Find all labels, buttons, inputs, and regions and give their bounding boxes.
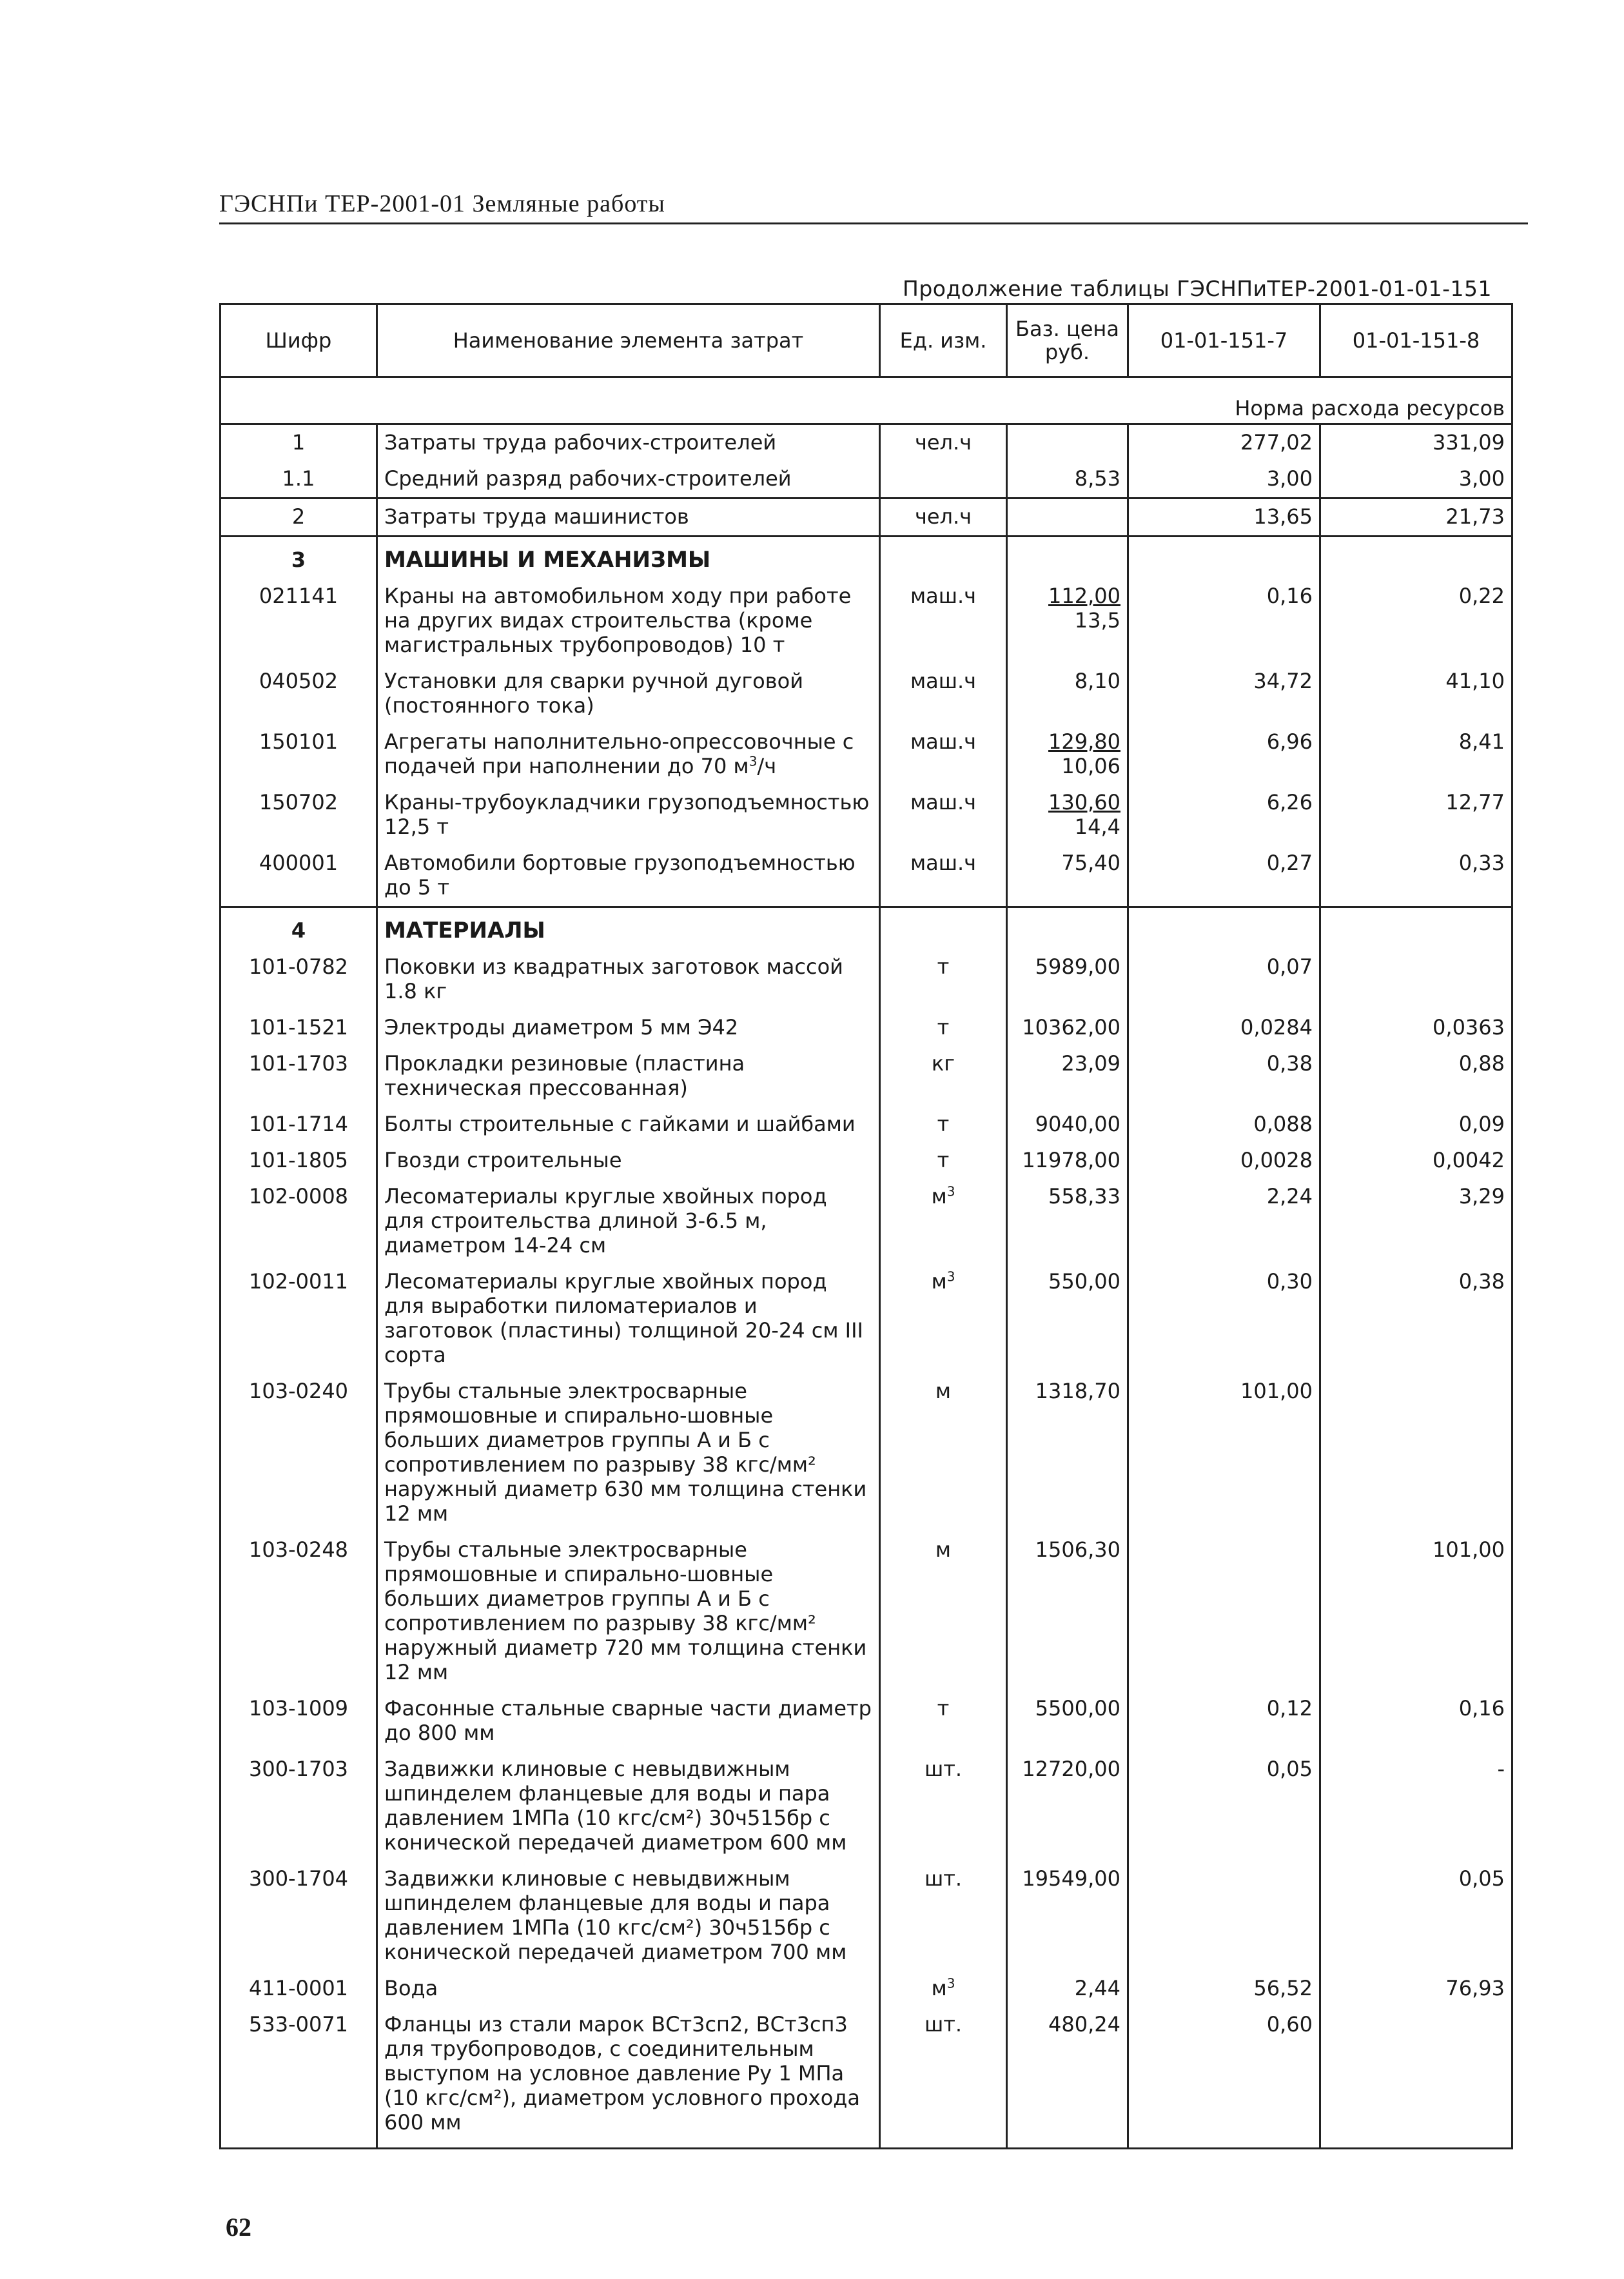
cell-unit-text: т (937, 954, 950, 979)
cell-code: 103-1009 (220, 1691, 377, 1751)
material-row (220, 1143, 1512, 1179)
material-row (220, 949, 1512, 1010)
machine-row (220, 785, 1512, 845)
cell-name (377, 785, 880, 845)
cell-name: Вода (377, 1971, 880, 2007)
cell-name: Болты строительные с гайками и шайбами (377, 1107, 880, 1143)
cell-name: Трубы стальные электросварные прямошовные и спирально-шовные больших диаметров группы А и Б с сопротивлением по разрыву 38 кгс/мм² наружный диаметр 720 мм толщина стенки 12 мм (377, 1532, 880, 1691)
norm-label: Норма расхода ресурсов (1128, 377, 1512, 424)
cell-col-a: 2,24 (1128, 1179, 1320, 1264)
cell-col-b: 0,0363 (1320, 1010, 1512, 1046)
cell-price: 23,09 (1007, 1046, 1128, 1107)
cell-unit-text: т (937, 1148, 950, 1172)
cell-price: 1506,30 (1007, 1532, 1128, 1691)
table-caption: Продолжение таблицы ГЭСНПиТЕР-2001-01-01-151 (903, 276, 1492, 301)
cell-unit (880, 1010, 1007, 1046)
cell-price-value: 129,80 (1048, 729, 1120, 754)
cell-col-a: 0,0284 (1128, 1010, 1320, 1046)
cell-col-b: 0,33 (1320, 845, 1512, 907)
cell-unit (880, 2007, 1007, 2149)
cell-code: 102-0011 (220, 1264, 377, 1374)
cell-price-value: 8,10 (1074, 669, 1120, 693)
cell-name (377, 664, 880, 724)
material-row (220, 1179, 1512, 1264)
cell-col-b: 0,38 (1320, 1264, 1512, 1374)
cell-name: Фланцы из стали марок ВСт3сп2, ВСт3сп3 для трубопроводов, с соединительным выступом на условное давление Ру 1 МПа (10 кгс/см²), диаметром условного прохода 600 мм (377, 2007, 880, 2149)
cell-name-tail: /ч (757, 754, 777, 778)
cell-price (1007, 785, 1128, 845)
cell-col-a: 3,00 (1128, 461, 1320, 498)
cell-name: Фасонные стальные сварные части диаметр до 800 мм (377, 1691, 880, 1751)
cell-price: 8,53 (1007, 461, 1128, 498)
cell-unit-text: шт. (924, 1866, 963, 1891)
material-row (220, 1691, 1512, 1751)
cell-price: 5500,00 (1007, 1691, 1128, 1751)
cell-price: 558,33 (1007, 1179, 1128, 1264)
cell-name: Прокладки резиновые (пластина техническая прессованная) (377, 1046, 880, 1107)
cell-unit-text: кг (931, 1051, 955, 1076)
cell-name: Лесоматериалы круглые хвойных пород для выработки пиломатериалов и заготовок (пластины) толщиной 20-24 см III сорта (377, 1264, 880, 1374)
cell-code: 400001 (220, 845, 377, 907)
cell-name: Трубы стальные электросварные прямошовные и спирально-шовные больших диаметров группы А и Б с сопротивлением по разрыву 38 кгс/мм² наружный диаметр 630 мм толщина стенки 12 мм (377, 1374, 880, 1532)
header-unit: Ед. изм. (880, 304, 1007, 377)
cell-unit-text: шт. (924, 2012, 963, 2037)
cell-unit (880, 949, 1007, 1010)
machine-row (220, 664, 1512, 724)
cell-unit (880, 1691, 1007, 1751)
material-row (220, 1751, 1512, 1861)
cell-code: 300-1703 (220, 1751, 377, 1861)
cell-unit (880, 1751, 1007, 1861)
cell-unit-text: шт. (924, 1757, 963, 1781)
cell-unit (880, 1374, 1007, 1532)
empty-cell (1007, 907, 1128, 950)
header-price (1007, 304, 1128, 377)
cell-name: Поковки из квадратных заготовок массой 1.8 кг (377, 949, 880, 1010)
cell-col-b: 12,77 (1320, 785, 1512, 845)
cell-price-sub: 14,4 (1074, 814, 1120, 839)
cell-unit: маш.ч (880, 664, 1007, 724)
cell-col-a: 0,60 (1128, 2007, 1320, 2149)
cell-code: 101-1521 (220, 1010, 377, 1046)
cell-col-b: 8,41 (1320, 724, 1512, 785)
cell-unit (880, 461, 1007, 498)
cell-unit-text: м (935, 1537, 952, 1562)
cell-unit (880, 1861, 1007, 1971)
cell-price-value: 112,00 (1048, 584, 1120, 608)
cell-code: 300-1704 (220, 1861, 377, 1971)
labor-row (220, 461, 1512, 498)
cell-unit-text: м (931, 1269, 947, 1294)
material-row (220, 2007, 1512, 2149)
cell-col-a (1128, 1861, 1320, 1971)
cell-price: 19549,00 (1007, 1861, 1128, 1971)
cell-name: Лесоматериалы круглые хвойных пород для строительства длиной 3-6.5 м, диаметром 14-24 см (377, 1179, 880, 1264)
cell-col-b: - (1320, 1751, 1512, 1861)
empty-cell (1128, 537, 1320, 579)
cell-code: 2 (220, 498, 377, 537)
section-title: МАТЕРИАЛЫ (377, 907, 880, 950)
page-number: 62 (226, 2213, 251, 2242)
machine-row (220, 845, 1512, 907)
cell-col-b: 76,93 (1320, 1971, 1512, 2007)
material-row (220, 1107, 1512, 1143)
cell-col-b: 3,00 (1320, 461, 1512, 498)
cell-code: 150101 (220, 724, 377, 785)
cell-unit (880, 1971, 1007, 2007)
cell-code: 1.1 (220, 461, 377, 498)
cell-col-a: 0,088 (1128, 1107, 1320, 1143)
cell-price-value: 130,60 (1048, 790, 1120, 814)
cell-name: Задвижки клиновые с невыдвижным шпинделем фланцевые для воды и пара давлением 1МПа (10 кгс/см²) 30ч515бр с конической передачей диаметром 600 мм (377, 1751, 880, 1861)
cell-col-a: 56,52 (1128, 1971, 1320, 2007)
cell-price (1007, 578, 1128, 664)
cell-name-sup: 3 (748, 753, 758, 769)
cell-code: 040502 (220, 664, 377, 724)
cell-col-a: 0,27 (1128, 845, 1320, 907)
cell-col-a (1128, 1532, 1320, 1691)
cell-name (377, 724, 880, 785)
cell-unit-text: т (937, 1015, 950, 1040)
cell-col-a: 6,96 (1128, 724, 1320, 785)
cell-col-a: 34,72 (1128, 664, 1320, 724)
cell-price: 480,24 (1007, 2007, 1128, 2149)
price-stack (1048, 729, 1120, 778)
norm-empty-cell (220, 377, 1128, 424)
cell-name-text: Агрегаты наполнительно-опрессовочные с подачей при наполнении до 70 м (384, 729, 854, 778)
material-row (220, 1264, 1512, 1374)
cell-col-a: 0,38 (1128, 1046, 1320, 1107)
cell-code: 150702 (220, 785, 377, 845)
price-stack (1048, 584, 1120, 633)
cell-name: Затраты труда рабочих-строителей (377, 424, 880, 462)
cell-col-a: 0,0028 (1128, 1143, 1320, 1179)
labor-row (220, 498, 1512, 537)
cell-code: 101-1714 (220, 1107, 377, 1143)
cell-name: Затраты труда машинистов (377, 498, 880, 537)
cell-code: 021141 (220, 578, 377, 664)
cell-price: 12720,00 (1007, 1751, 1128, 1861)
cell-col-b: 0,88 (1320, 1046, 1512, 1107)
material-row (220, 1532, 1512, 1691)
resource-table (219, 303, 1513, 2149)
cell-price-value: 75,40 (1061, 851, 1120, 875)
running-head: ГЭСНПи ТЕР-2001-01 Земляные работы (219, 190, 665, 217)
cell-price: 5989,00 (1007, 949, 1128, 1010)
empty-cell (1007, 537, 1128, 579)
cell-price: 550,00 (1007, 1264, 1128, 1374)
cell-code: 101-1805 (220, 1143, 377, 1179)
cell-unit-text: т (937, 1112, 950, 1136)
cell-unit (880, 1179, 1007, 1264)
cell-unit-text: м (931, 1976, 947, 2000)
cell-col-b: 21,73 (1320, 498, 1512, 537)
cell-price (1007, 845, 1128, 907)
section-code: 3 (220, 537, 377, 579)
section-title: МАШИНЫ И МЕХАНИЗМЫ (377, 537, 880, 579)
cell-unit-sup: 3 (946, 1183, 955, 1199)
cell-col-b: 331,09 (1320, 424, 1512, 462)
cell-price (1007, 424, 1128, 462)
cell-unit-sup: 3 (946, 1268, 955, 1285)
cell-price-sub: 10,06 (1061, 754, 1120, 778)
cell-name (377, 578, 880, 664)
cell-price (1007, 498, 1128, 537)
section-row-materials (220, 907, 1512, 950)
header-col-a: 01-01-151-7 (1128, 304, 1320, 377)
price-stack (1061, 851, 1120, 875)
cell-col-b: 0,05 (1320, 1861, 1512, 1971)
cell-col-a: 6,26 (1128, 785, 1320, 845)
cell-code: 103-0248 (220, 1532, 377, 1691)
cell-unit: маш.ч (880, 578, 1007, 664)
cell-col-b: 0,16 (1320, 1691, 1512, 1751)
cell-unit: маш.ч (880, 785, 1007, 845)
cell-unit: чел.ч (880, 498, 1007, 537)
cell-price: 11978,00 (1007, 1143, 1128, 1179)
cell-col-b: 0,0042 (1320, 1143, 1512, 1179)
cell-price-sub: 13,5 (1074, 608, 1120, 633)
cell-col-b (1320, 2007, 1512, 2149)
cell-unit (880, 1046, 1007, 1107)
cell-code: 103-0240 (220, 1374, 377, 1532)
cell-col-a: 0,30 (1128, 1264, 1320, 1374)
material-row (220, 1971, 1512, 2007)
cell-unit-sup: 3 (946, 1975, 955, 1991)
cell-unit (880, 1143, 1007, 1179)
cell-col-a: 0,12 (1128, 1691, 1320, 1751)
cell-unit: маш.ч (880, 845, 1007, 907)
cell-unit-text: т (937, 1696, 950, 1721)
cell-price: 10362,00 (1007, 1010, 1128, 1046)
empty-cell (880, 907, 1007, 950)
cell-col-b: 3,29 (1320, 1179, 1512, 1264)
cell-col-a: 0,07 (1128, 949, 1320, 1010)
cell-col-a: 0,05 (1128, 1751, 1320, 1861)
section-row-machines (220, 537, 1512, 579)
empty-cell (1128, 907, 1320, 950)
cell-price (1007, 664, 1128, 724)
empty-cell (1320, 907, 1512, 950)
header-price-line2: руб. (1044, 340, 1090, 364)
cell-price (1007, 724, 1128, 785)
cell-unit (880, 1532, 1007, 1691)
cell-code: 1 (220, 424, 377, 462)
header-col-b: 01-01-151-8 (1320, 304, 1512, 377)
cell-col-b: 0,22 (1320, 578, 1512, 664)
cell-code: 101-1703 (220, 1046, 377, 1107)
cell-name-text: Краны-трубоукладчики грузоподъемностью 12,5 т (384, 790, 870, 839)
cell-col-b: 0,09 (1320, 1107, 1512, 1143)
labor-row (220, 424, 1512, 462)
header-rule (219, 222, 1528, 224)
price-stack (1075, 669, 1120, 693)
header-price-line1: Баз. цена (1015, 317, 1119, 341)
cell-unit (880, 1264, 1007, 1374)
cell-col-b (1320, 1374, 1512, 1532)
cell-unit-text: м (931, 1184, 947, 1209)
machine-row (220, 724, 1512, 785)
empty-cell (880, 537, 1007, 579)
cell-col-b (1320, 949, 1512, 1010)
cell-name (377, 845, 880, 907)
cell-price: 9040,00 (1007, 1107, 1128, 1143)
cell-col-b: 41,10 (1320, 664, 1512, 724)
cell-price: 1318,70 (1007, 1374, 1128, 1532)
cell-name: Электроды диаметром 5 мм Э42 (377, 1010, 880, 1046)
cell-name: Задвижки клиновые с невыдвижным шпинделем фланцевые для воды и пара давлением 1МПа (10 кгс/см²) 30ч515бр с конической передачей диаметром 700 мм (377, 1861, 880, 1971)
cell-name-text: Установки для сварки ручной дуговой (постоянного тока) (384, 669, 803, 718)
cell-code: 411-0001 (220, 1971, 377, 2007)
cell-col-a: 277,02 (1128, 424, 1320, 462)
cell-name: Гвозди строительные (377, 1143, 880, 1179)
cell-code: 101-0782 (220, 949, 377, 1010)
cell-unit (880, 1107, 1007, 1143)
cell-unit: маш.ч (880, 724, 1007, 785)
cell-col-b: 101,00 (1320, 1532, 1512, 1691)
cell-name: Средний разряд рабочих-строителей (377, 461, 880, 498)
cell-unit: чел.ч (880, 424, 1007, 462)
norm-row (220, 377, 1512, 424)
price-stack (1048, 790, 1120, 839)
section-code: 4 (220, 907, 377, 950)
empty-cell (1320, 537, 1512, 579)
material-row (220, 1046, 1512, 1107)
table-header-row (220, 304, 1512, 377)
header-name: Наименование элемента затрат (377, 304, 880, 377)
material-row (220, 1010, 1512, 1046)
cell-name-text: Автомобили бортовые грузоподъемностью до 5 т (384, 851, 856, 900)
cell-unit-text: м (935, 1379, 952, 1403)
material-row (220, 1374, 1512, 1532)
machine-row (220, 578, 1512, 664)
cell-col-a: 13,65 (1128, 498, 1320, 537)
cell-code: 533-0071 (220, 2007, 377, 2149)
material-row (220, 1861, 1512, 1971)
cell-col-a: 101,00 (1128, 1374, 1320, 1532)
cell-name-text: Краны на автомобильном ходу при работе на других видах строительства (кроме магистральных трубопроводов) 10 т (384, 584, 852, 657)
header-code: Шифр (220, 304, 377, 377)
cell-price: 2,44 (1007, 1971, 1128, 2007)
cell-col-a: 0,16 (1128, 578, 1320, 664)
cell-code: 102-0008 (220, 1179, 377, 1264)
